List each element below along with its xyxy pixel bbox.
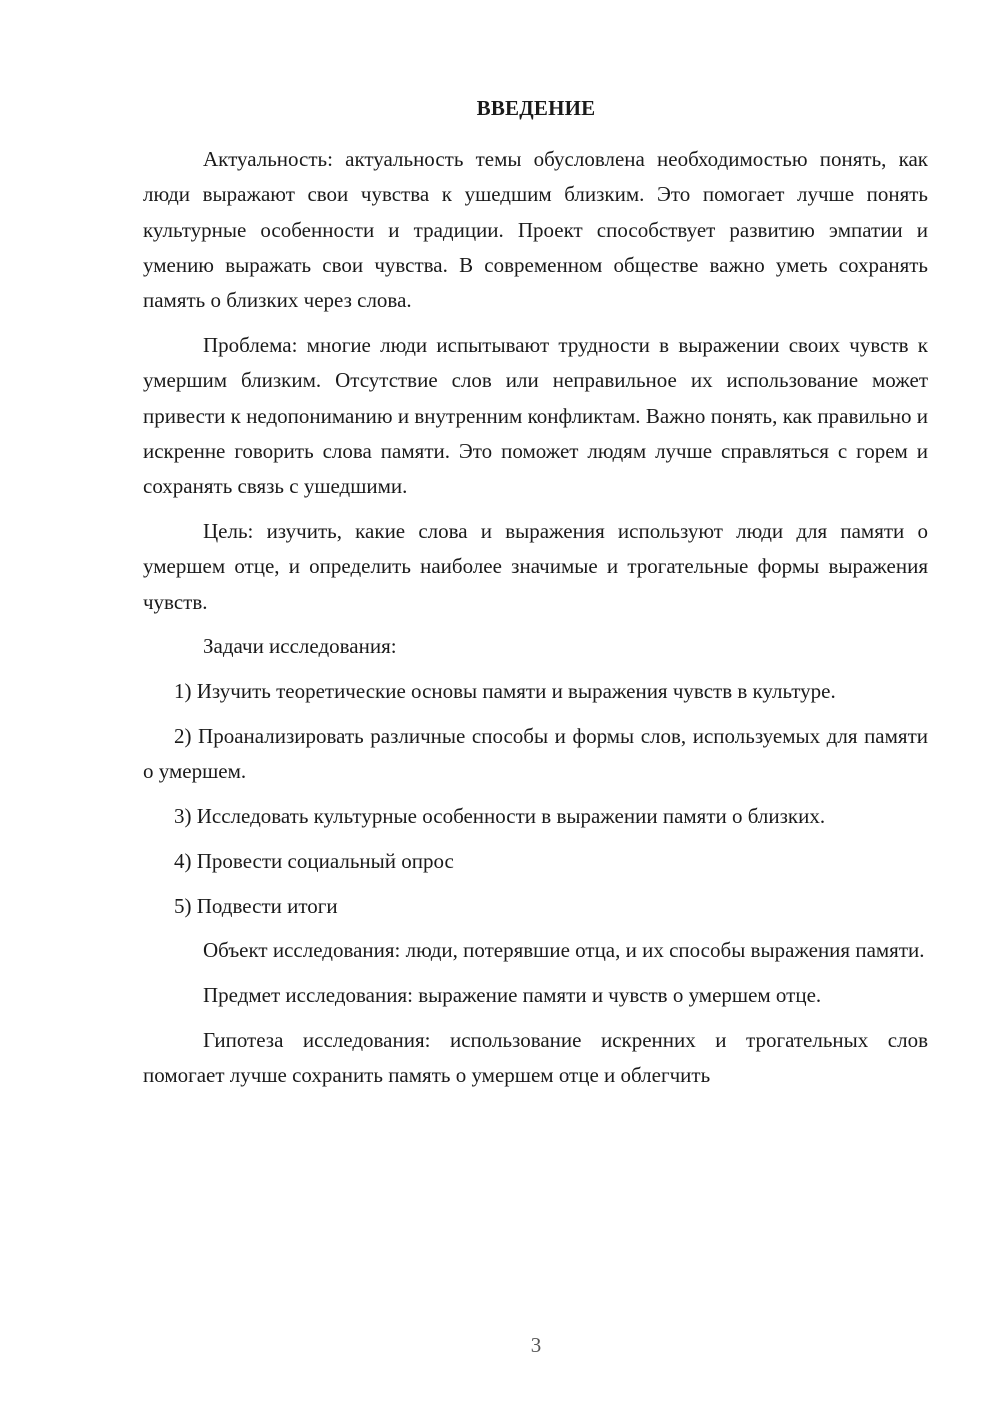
paragraph-hypothesis: Гипотеза исследования: использование искренних и трогательных слов помогает лучше сохранить память о умершем отце и облегчить bbox=[143, 1028, 928, 1088]
page-title: ВВЕДЕНИЕ bbox=[476, 96, 596, 120]
page-number: 3 bbox=[530, 1333, 542, 1357]
paragraph-problem: Проблема: многие люди испытывают трудности в выражении своих чувств к умершим близким. Отсутствие слов или неправильное их использование может привести к недопониманию и внутренним конфликтам. Важно понять, как правильно и искренне говорить слова памяти. Это поможет людям лучше справляться с горем и сохранять связь с ушедшими. bbox=[143, 332, 928, 499]
list-item-task-5: 5) Подвести итоги bbox=[174, 893, 338, 918]
list-item-task-4: 4) Провести социальный опрос bbox=[174, 848, 454, 873]
paragraph-relevance: Актуальность: актуальность темы обусловлена необходимостью понять, как люди выражают свои чувства к ушедшим близким. Это помогает лучше понять культурные особенности и традиции. Проект способствует развитию эмпатии и умению выражать свои чувства. В современном обществе важно уметь сохранять память о близких через слова. bbox=[143, 147, 928, 313]
paragraph-object: Объект исследования: люди, потерявшие отца, и их способы выражения памяти. bbox=[203, 938, 925, 963]
paragraph-goal: Цель: изучить, какие слова и выражения используют люди для памяти о умершем отце, и определить наиболее значимые и трогательные формы выражения чувств. bbox=[143, 518, 928, 614]
tasks-heading: Задачи исследования: bbox=[203, 634, 397, 659]
document-body bbox=[143, 142, 928, 1103]
list-item-task-2: 2) Проанализировать различные способы и формы слов, используемых для памяти о умершем. bbox=[143, 723, 928, 784]
list-item-task-3: 3) Исследовать культурные особенности в выражении памяти о близких. bbox=[174, 804, 826, 829]
paragraph-subject: Предмет исследования: выражение памяти и чувств о умершем отце. bbox=[203, 983, 822, 1008]
list-item-task-1: 1) Изучить теоретические основы памяти и выражения чувств в культуре. bbox=[174, 679, 836, 704]
